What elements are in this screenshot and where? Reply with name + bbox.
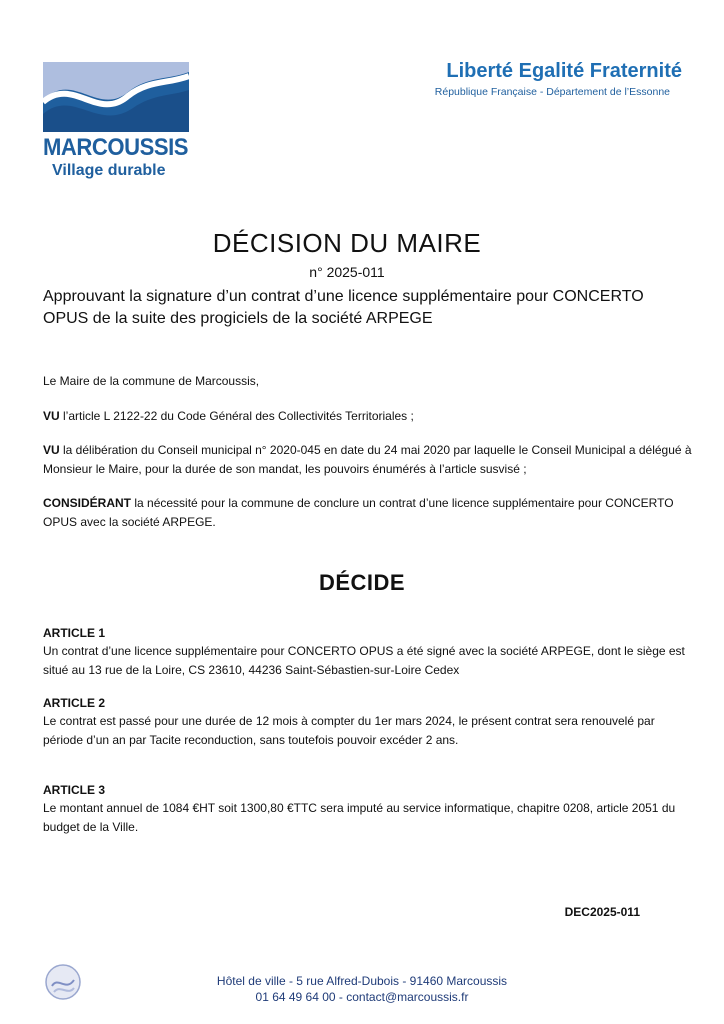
considerant-paragraph (43, 494, 693, 532)
article-heading: ARTICLE 2 (43, 696, 106, 710)
republic-motto: Liberté Egalité Fraternité (446, 60, 682, 82)
wave-logo-icon (43, 62, 189, 132)
decision-number: n° 2025-011 (309, 264, 385, 280)
logo-name: MARCOUSSIS (43, 134, 189, 161)
logo-tagline: Village durable (52, 162, 166, 179)
decide-heading: DÉCIDE (318, 570, 406, 595)
vu-label: VU (43, 443, 60, 457)
marcoussis-logo-graphic (43, 62, 189, 132)
intro-line: Le Maire de la commune de Marcoussis, (43, 374, 260, 388)
vu-paragraph-1 (43, 407, 693, 426)
article-text: Le montant annuel de 1084 €HT soit 1300,80 €TTC sera imputé au service informatique, chapitre 0208, article 2051 du budget de la Ville. (43, 801, 676, 834)
article-text: Le contrat est passé pour une durée de 12 mois à compter du 1er mars 2024, le présent contrat sera renouvelé par période d’un an par Tacite reconduction, sans toutefois pouvoir excéder 2 ans. (43, 714, 655, 747)
page-title: DÉCISION DU MAIRE (212, 228, 482, 258)
vu-paragraph-2 (43, 441, 693, 479)
considerant-label: CONSIDÉRANT (43, 496, 132, 510)
article-text: Un contrat d’une licence supplémentaire pour CONCERTO OPUS a été signé avec la société ARPEGE, dont le siège est situé au 13 rue de la Loire, CS 23610, 44236 Saint-Sébastien-sur-Loire Cedex (43, 644, 685, 677)
vu-text: la délibération du Conseil municipal n° 2020-045 en date du 24 mai 2020 par laquelle le Conseil Municipal a délégué à Monsieur le Maire, pour la durée de son mandat, les pouvoirs énumérés à l’article susvisé ; (43, 443, 692, 476)
vu-label: VU (43, 409, 60, 423)
vu-text: l’article L 2122-22 du Code Général des Collectivités Territoriales ; (59, 409, 414, 423)
footer-address: Hôtel de ville - 5 rue Alfred-Dubois - 91460 Marcoussis (216, 974, 508, 988)
article-heading: ARTICLE 3 (43, 783, 106, 797)
footer-contact: 01 64 49 64 00 - contact@marcoussis.fr (255, 990, 469, 1004)
decision-reference: DEC2025-011 (564, 905, 640, 919)
considerant-text: la nécessité pour la commune de conclure un contrat d’une licence supplémentaire pour CONCERTO OPUS avec la société ARPEGE. (43, 496, 674, 529)
decision-subtitle: Approuvant la signature d’un contrat d’une licence supplémentaire pour CONCERTO OPUS de la suite des progiciels de la société ARPEGE (43, 288, 644, 327)
article-heading: ARTICLE 1 (43, 626, 106, 640)
republic-subtitle: République Française - Département de l’Essonne (434, 86, 670, 98)
